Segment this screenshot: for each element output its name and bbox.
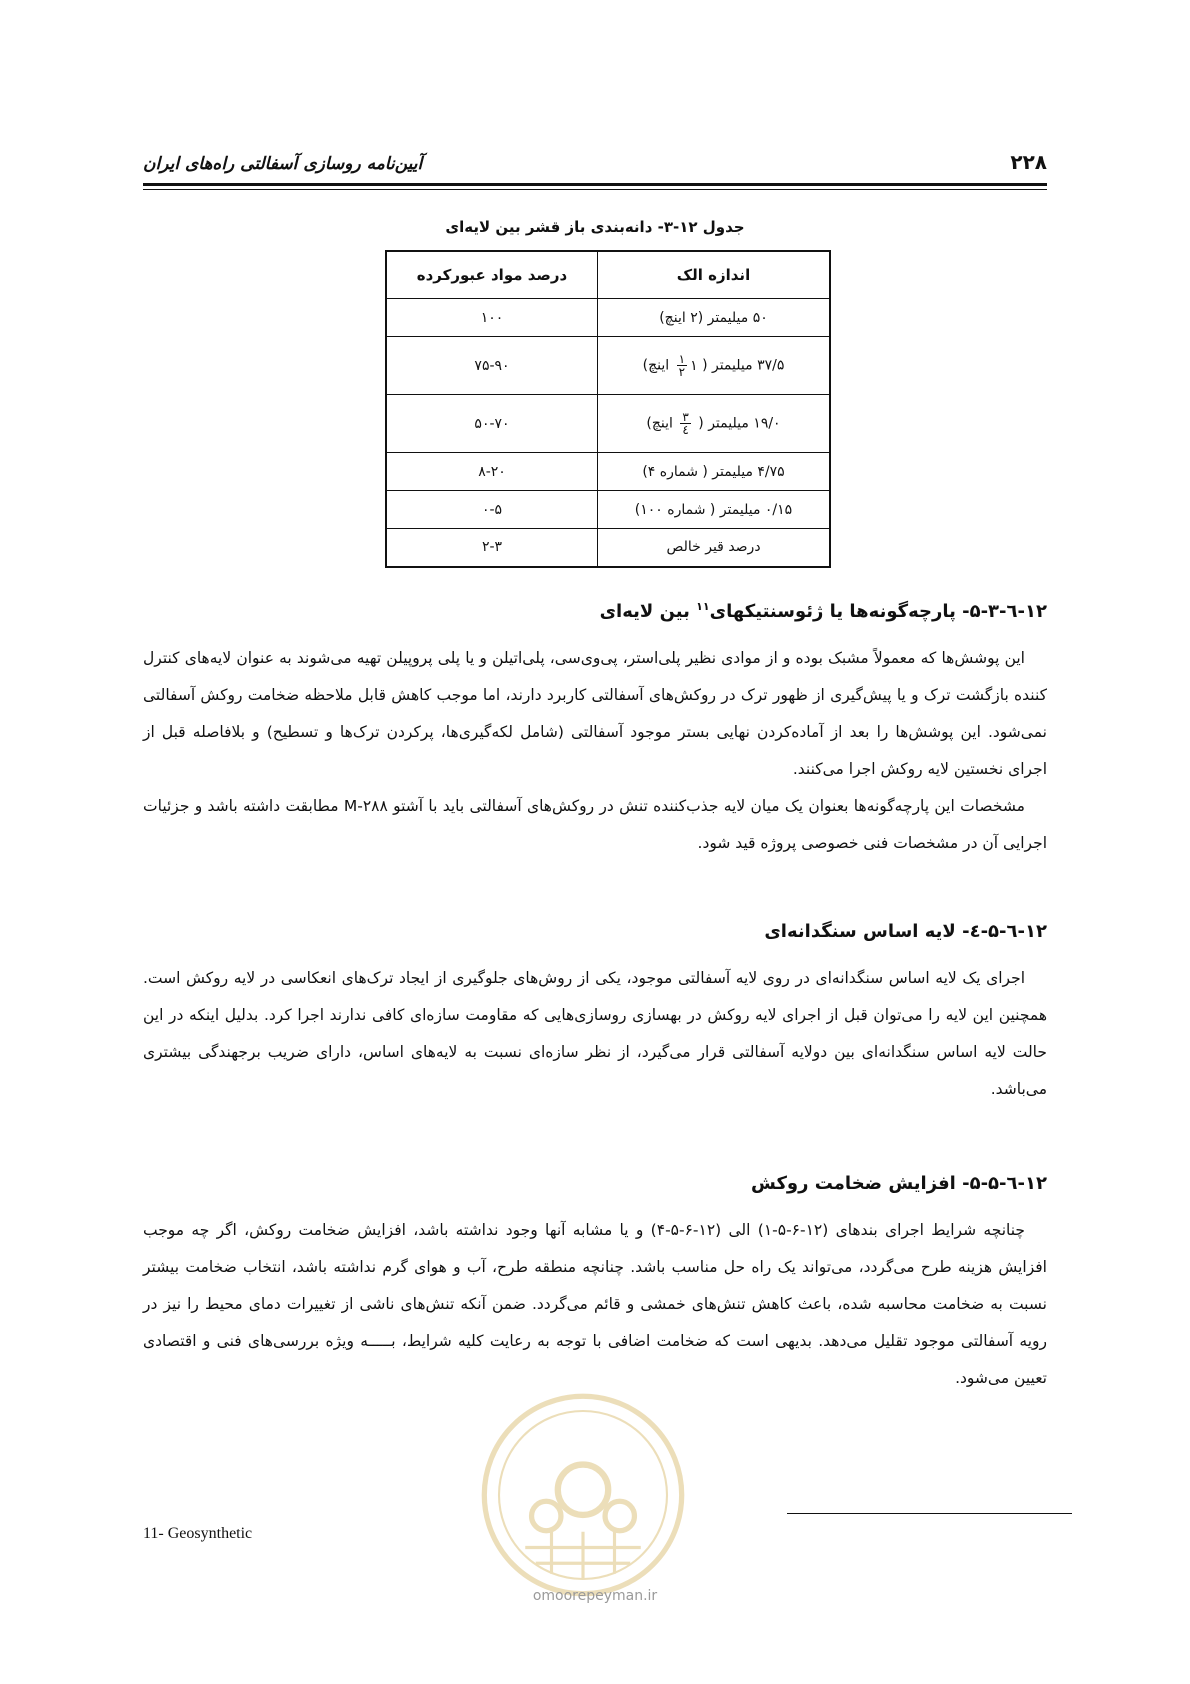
sieve-text: ۳۷/۵ میلیمتر ( — [702, 357, 785, 374]
sieve-cell: ۴/۷۵ میلیمتر ( شماره ۴) — [598, 453, 831, 491]
watermark-url: omoorepeyman.ir — [532, 1588, 658, 1604]
page-header — [143, 150, 1047, 180]
footnote-rule — [787, 1513, 1072, 1514]
sieve-cell: درصد قیر خالص — [598, 529, 831, 567]
fraction — [677, 353, 687, 378]
passing-cell: ۲-۳ — [386, 529, 598, 567]
passing-cell: ۷۵-۹۰ — [386, 337, 598, 395]
header-sieve: اندازه الک — [598, 251, 831, 299]
section-heading-geosynthetics — [600, 600, 1047, 622]
mixed-fraction — [669, 352, 698, 379]
fraction-denominator: ٤ — [682, 423, 689, 437]
table-row — [386, 395, 830, 453]
gradation-table — [385, 250, 831, 568]
table-row — [386, 453, 830, 491]
header-passing: درصد مواد عبورکرده — [386, 251, 598, 299]
footnote-marker: ۱۱ — [696, 600, 710, 613]
fraction-numerator: ۳ — [682, 410, 689, 424]
heading-text-tail: بین لایه‌ای — [599, 601, 690, 622]
table-row — [386, 529, 830, 567]
sieve-cell: ۰/۱۵ میلیمتر ( شماره ۱۰۰) — [598, 491, 831, 529]
sieve-unit: اینچ) — [642, 357, 670, 374]
sieve-cell — [598, 337, 831, 395]
section-heading-overlay-thickness: ۱۲-٦-۵-۵- افزایش ضخامت روکش — [751, 1173, 1047, 1194]
header-rule-thin — [143, 189, 1047, 190]
sieve-unit: اینچ) — [646, 415, 673, 432]
table-row — [386, 491, 830, 529]
paragraph: چنانچه شرایط اجرای بندهای (۱۲-۶-۵-۱) الی (۱۲-۶-۵-۴) و یا مشابه آنها وجود نداشته باشد، افزایش ضخامت روکش، اگر چه موجب افزایش هزینه طرح می‌گردد، می‌تواند یک راه حل مناسب باشد. چنانچه منطقه طرح، آب و هوای گرم نداشته باشد، انتخاب ضخامت بیشتر نسبت به ضخامت محاسبه شده، باعث کاهش تنش‌های خمشی و قائم می‌گردد. ضمن آنکه تنش‌های ناشی از تغییرات دمای محیط را نیز در رویه آسفالتی موجود تقلیل می‌دهد. بدیهی است که ضخامت اضافی با توجه به رعایت کلیه شرایط، بـــــه ویژه بررسی‌های فنی و اقتصادی تعیین می‌شود. — [143, 1221, 1047, 1387]
footnote: 11- Geosynthetic — [143, 1525, 253, 1542]
header-rule-thick — [143, 183, 1047, 186]
fraction — [680, 411, 690, 436]
watermark-seal-icon — [478, 1390, 688, 1600]
sieve-cell — [598, 395, 831, 453]
page-number: ۲۲۸ — [1010, 150, 1047, 174]
table-row — [386, 299, 830, 337]
running-title: آیین‌نامه روسازی آسفالتی راه‌های ایران — [143, 154, 423, 174]
sieve-cell: ۵۰ میلیمتر (۲ اینچ) — [598, 299, 831, 337]
paragraph: مشخصات این پارچه‌گونه‌ها بعنوان یک میان لایه جذب‌کننده تنش در روکش‌های آسفالتی باید با آشتو M-۲۸۸ مطابقت داشته باشد و جزئیات اجرایی آن در مشخصات فنی خصوصی پروژه قید شود. — [143, 797, 1047, 852]
passing-cell: ۰-۵ — [386, 491, 598, 529]
passing-cell: ۵۰-۷۰ — [386, 395, 598, 453]
passing-cell: ۸-۲۰ — [386, 453, 598, 491]
table-caption: جدول ۱۲-۳- دانه‌بندی باز قشر بین لایه‌ای — [445, 218, 745, 236]
paragraph: اجرای یک لایه اساس سنگدانه‌ای در روی لایه آسفالتی موجود، یکی از روش‌های جلوگیری از ایجاد ترک‌های انعکاسی در لایه روکش است. همچنین این لایه را می‌توان قبل از اجرای لایه روکش در بهسازی روسازی‌هایی که مقاومت سازه‌ای کافی ندارند اجرا کرد. بدلیل اینکه در این حالت لایه اساس سنگدانه‌ای بین دولایه آسفالتی قرار می‌گیرد، از نظر سازه‌ای نسبت به لایه‌های اساس، دارای ضریب برجهندگی بیشتری می‌باشد. — [143, 969, 1047, 1098]
sieve-text: ۱۹/۰ میلیمتر ( — [698, 415, 781, 432]
fraction-denominator: ۲ — [678, 365, 686, 379]
passing-cell: ۱۰۰ — [386, 299, 598, 337]
fraction-numerator: ۱ — [678, 352, 686, 366]
table-header-row — [386, 251, 830, 299]
paragraph: این پوشش‌ها که معمولاً مشبک بوده و از موادی نظیر پلی‌استر، پی‌وی‌سی، پلی‌اتیلن و یا پلی پروپیلن تهیه می‌شوند به عنوان لایه‌های کنترل کننده بازگشت ترک و یا پیش‌گیری از ظهور ترک در روکش‌های آسفالتی کاربرد دارند، اما موجب کاهش قابل ملاحظه ضخامت روکش آسفالتی نمی‌شود. این پوشش‌ها را بعد از آماده‌کردن نهایی بستر موجود آسفالتی (شامل لکه‌گیری‌ها، پرکردن ترک‌ها و تسطیح) و بلافاصله قبل از اجرای نخستین لایه روکش اجرا می‌کنند. — [143, 649, 1047, 778]
section-heading-aggregate-base: ۱۲-٦-۵-٤- لایه اساس سنگدانه‌ای — [764, 921, 1047, 942]
table-row — [386, 337, 830, 395]
fraction-whole: ۱ — [690, 357, 698, 374]
heading-text: ۱۲-٦-۵-۳- پارچه‌گونه‌ها یا ژئوسنتیکهای — [709, 601, 1047, 622]
